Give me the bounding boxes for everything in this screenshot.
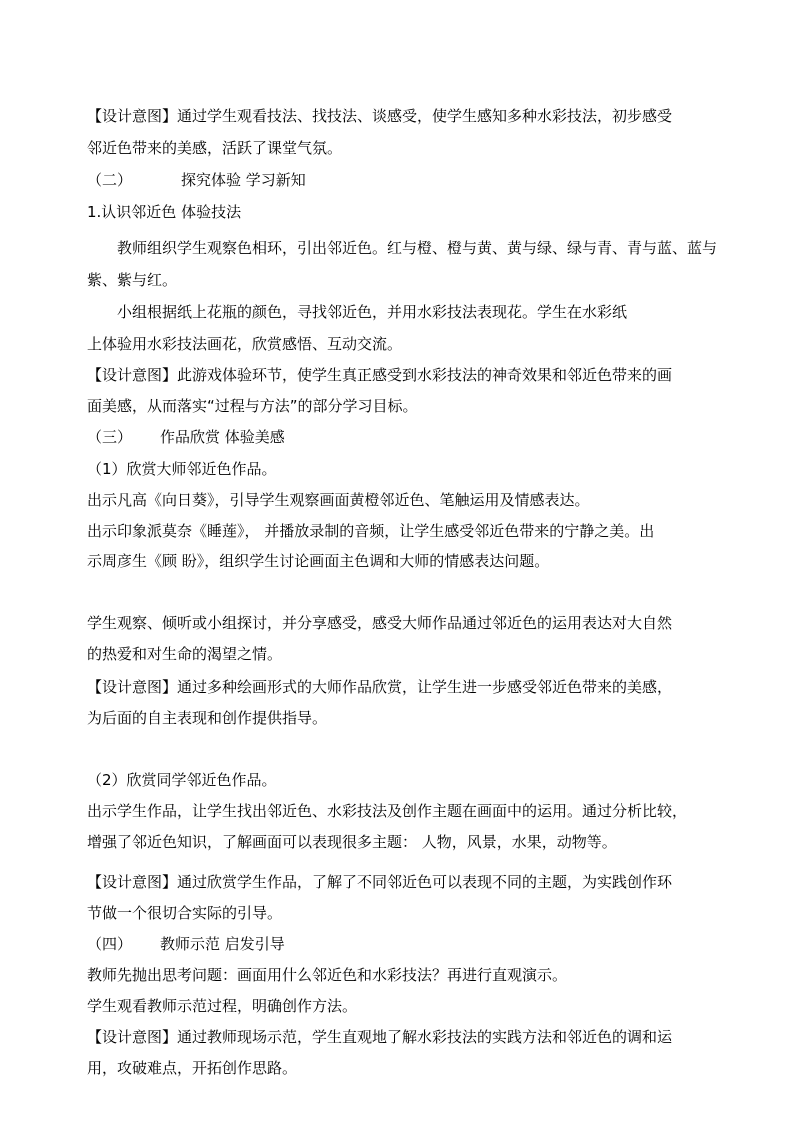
design-intent-paragraph-1-line-1: 【设计意图】通过学生观看技法、找技法、谈感受，使学生感知多种水彩技法，初步感受	[87, 107, 673, 125]
paragraph-student-watch: 学生观看教师示范过程，明确创作方法。	[87, 997, 358, 1015]
paragraph-sunflowers: 出示凡高《向日葵》，引导学生观察画面黄橙邻近色、笔触运用及情感表达。	[87, 491, 590, 509]
paragraph-color-wheel-line-2: 紫、紫与红。	[87, 271, 178, 289]
paragraph-student-observation-line-1: 学生观察、倾听或小组探讨，并分享感受，感受大师作品通过邻近色的运用表达对大自然	[87, 614, 673, 632]
section-title-4: 教师示范 启发引导	[160, 935, 285, 953]
paragraph-teacher-question: 教师先抛出思考问题：画面用什么邻近色和水彩技法？再进行直观演示。	[87, 966, 568, 984]
paragraph-student-works-line-1: 出示学生作品，让学生找出邻近色、水彩技法及创作主题在画面中的运用。通过分析比较，	[87, 802, 688, 820]
design-intent-paragraph-5-line-2: 用，攻破难点，开拓创作思路。	[87, 1059, 298, 1077]
design-intent-paragraph-4-line-1: 【设计意图】通过欣赏学生作品，了解了不同邻近色可以表现不同的主题，为实践创作环	[87, 873, 673, 891]
paragraph-student-works-line-2: 增强了邻近色知识，了解画面可以表现很多主题： 人物，风景，水果，动物等。	[87, 833, 617, 851]
design-intent-paragraph-5-line-1: 【设计意图】通过教师现场示范，学生直观地了解水彩技法的实践方法和邻近色的调和运	[87, 1028, 673, 1046]
design-intent-paragraph-1-line-2: 邻近色带来的美感，活跃了课堂气氛。	[87, 139, 343, 157]
paragraph-water-lilies-line-2: 示周彦生《顾 盼》，组织学生讨论画面主色调和大师的情感表达问题。	[87, 552, 550, 570]
paragraph-group-activity-line-1: 小组根据纸上花瓶的颜色，寻找邻近色，并用水彩技法表现花。学生在水彩纸	[117, 303, 628, 321]
paragraph-water-lilies-line-1: 出示印象派莫奈《睡莲》， 并播放录制的音频，让学生感受邻近色带来的宁静之美。出	[87, 522, 655, 540]
section-title-3: 作品欣赏 体验美感	[160, 428, 285, 446]
design-intent-paragraph-3-line-1: 【设计意图】通过多种绘画形式的大师作品欣赏，让学生进一步感受邻近色带来的美感，	[87, 678, 673, 696]
section-label-3: （三）	[87, 428, 133, 446]
paragraph-group-activity-line-2: 上体验用水彩技法画花，欣赏感悟、互动交流。	[87, 335, 403, 353]
design-intent-paragraph-4-line-2: 节做一个很切合实际的引导。	[87, 904, 283, 922]
paragraph-color-wheel-line-1: 教师组织学生观察色相环，引出邻近色。红与橙、橙与黄、黄与绿、绿与青、青与蓝、蓝与	[117, 239, 718, 257]
design-intent-paragraph-2-line-1: 【设计意图】此游戏体验环节，使学生真正感受到水彩技法的神奇效果和邻近色带来的画	[87, 366, 673, 384]
section-label-2: （二）	[87, 171, 133, 189]
subsection-heading-master-works: （1）欣赏大师邻近色作品。	[87, 460, 277, 478]
paragraph-student-observation-line-2: 的热爱和对生命的渴望之情。	[87, 645, 283, 663]
subsection-heading-student-works: （2）欣赏同学邻近色作品。	[87, 771, 277, 789]
subsection-heading-1: 1.认识邻近色 体验技法	[87, 203, 242, 221]
design-intent-paragraph-3-line-2: 为后面的自主表现和创作提供指导。	[87, 709, 328, 727]
design-intent-paragraph-2-line-2: 面美感，从而落实“过程与方法”的部分学习目标。	[87, 397, 418, 415]
section-label-4: （四）	[87, 935, 133, 953]
section-title-2: 探究体验 学习新知	[181, 171, 306, 189]
